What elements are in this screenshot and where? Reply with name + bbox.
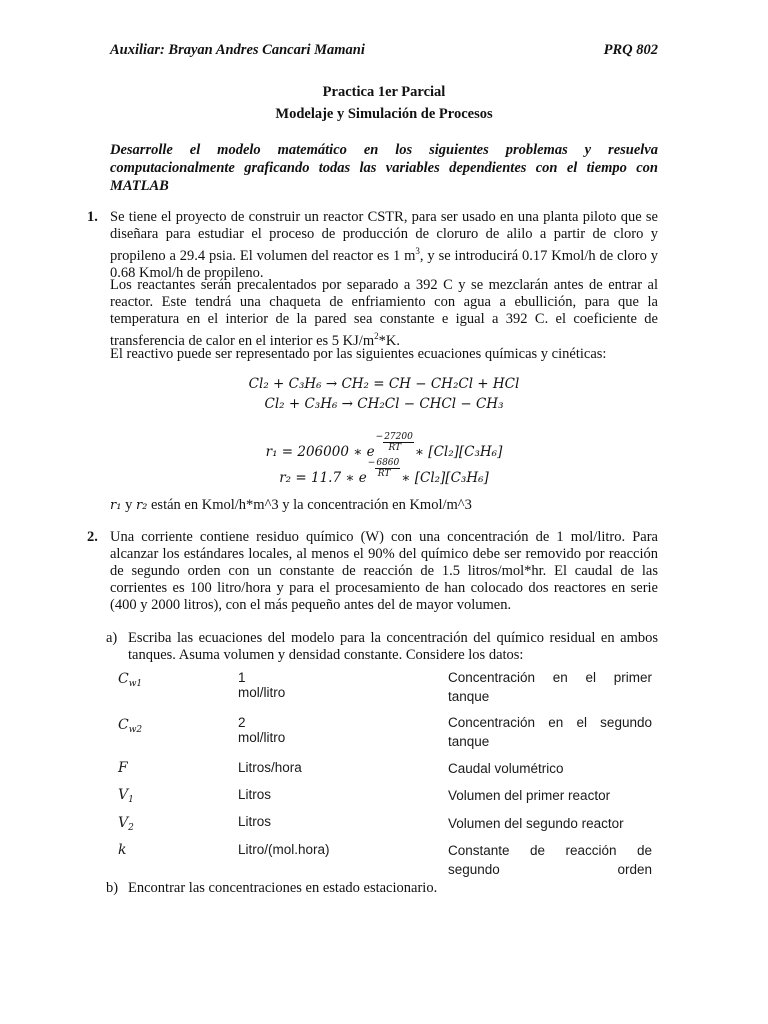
p1-superscript: 3	[415, 246, 420, 256]
p1-text-a: Se tiene el proyecto de construir un reactor CSTR, para ser usado en una planta piloto que se diseñara para estudiar el proceso de producción de cloruro de alilo a partir de cloro y propileno a 29.4 psia. El volumen del reactor es 1 m	[110, 209, 658, 264]
symbol-f: F	[118, 760, 128, 776]
instructions: Desarrolle el modelo matemático en los siguientes problemas y resuelva computacionalmente graficando todas las variables dependientes con el tiempo con MATLAB	[110, 142, 658, 194]
rate-2-rhs: ∗ [Cl₂][C₃H₆]	[401, 470, 489, 486]
symbol-cw2: $C_{w2}$	[118, 717, 143, 735]
symbol-k: k	[118, 842, 127, 858]
units-note-r1: r₁	[110, 498, 122, 513]
symbol-v1: $V_1$	[118, 787, 134, 805]
description-cell: Volumen del segundo reactor	[448, 816, 624, 831]
reaction-equation-1: Cl₂ + C₃H₆ → CH₂ = CH − CH₂Cl + HCl	[248, 376, 520, 392]
description-cell: Concentración en el primer tanque	[448, 670, 652, 704]
rate-2-exp-den: RT	[377, 469, 391, 479]
description-cell: Caudal volumétrico	[448, 761, 564, 776]
item-a-text: Escriba las ecuaciones del modelo para la concentración del químico residual en ambos tanques. Asuma volumen y densidad constante. Considere los datos:	[128, 630, 658, 663]
p1-text-b: , y se introducirá 0.17 Kmol/h de cloro y 0.68 Kmol/h de propileno.	[110, 248, 658, 281]
rate-equation-2	[0, 458, 768, 486]
rate-2-exponent: −6860 RT	[367, 458, 400, 479]
exam-title: Practica 1er Parcial	[322, 84, 446, 100]
value-cell: Litro/(mol.hora)	[238, 842, 330, 857]
item-b-label: b)	[106, 880, 119, 896]
rate-1-rhs: ∗ [Cl₂][C₃H₆]	[414, 444, 503, 460]
p2-superscript: 2	[374, 331, 379, 341]
header-author: Auxiliar: Brayan Andres Cancari Mamani	[110, 42, 365, 58]
problem-1-paragraph-3: El reactivo puede ser representado por las siguientes ecuaciones químicas y cinéticas:	[110, 346, 607, 362]
problem-2-text: Una corriente contiene residuo químico (W) con una concentración de 1 mol/litro. Para alcanzar los estándares locales, al menos el 90% del químico debe ser removido por reacción de segundo orden con un constante de reacción de 1.5 litros/mol*hr. El caudal de las corrientes es 100 litro/hora y para el procesamiento de han colocado dos reactores en serie (400 y 2000 litros), con el más pequeño antes del de mayor volumen.	[110, 529, 658, 613]
value-cell: Litros	[238, 787, 272, 802]
value-cell: Litros/hora	[238, 760, 302, 775]
rate-1-exp-num: 27200	[384, 432, 413, 442]
description-cell: Concentración en el segundo tanque	[448, 715, 652, 749]
item-b-text: Encontrar las concentraciones en estado estacionario.	[128, 880, 438, 896]
units-note	[110, 497, 658, 514]
value-cell: 2 mol/litro	[238, 715, 286, 745]
rate-1-exp-den: RT	[388, 443, 402, 453]
description-cell: Constante de reacción de segundo orden	[448, 843, 652, 877]
problem-2-number: 2.	[87, 529, 98, 545]
rate-2-lhs: r₂ = 11.7 ∗ e	[279, 470, 367, 486]
item-a-label: a)	[106, 630, 118, 646]
rate-1-exponent: −27200 RT	[375, 432, 413, 453]
p2-text-a: Los reactantes serán precalentados por separado a 392 C y se mezclarán antes de entrar al reactor. Este tendrá una chaqueta de enfriamiento con agua a ebullición, para que la temperatura en el interior de la pared sea constante e igual a 392 C. el coeficiente de transferencia de calor en el interior es 5 KJ/m	[110, 277, 658, 349]
header-course-code: PRQ 802	[603, 42, 658, 58]
problem-1-paragraph-2	[110, 277, 658, 350]
description-cell: Volumen del primer reactor	[448, 788, 611, 803]
problem-1-paragraph-1	[110, 209, 658, 282]
units-note-r2: r₂	[135, 498, 148, 513]
rate-1-lhs: r₁ = 206000 ∗ e	[265, 444, 375, 460]
units-note-rest: están en Kmol/h*m^3 y la concentración en Kmol/m^3	[147, 497, 472, 513]
page-header	[110, 42, 658, 59]
rate-equation-1	[0, 432, 768, 460]
rate-2-exp-num: 6860	[376, 458, 400, 468]
problem-1-number: 1.	[87, 209, 98, 225]
reaction-equation-2: Cl₂ + C₃H₆ → CH₂Cl − CHCl − CH₃	[264, 396, 504, 412]
units-note-y: y	[121, 497, 136, 513]
symbol-v2: $V_2$	[118, 815, 134, 833]
value-cell: Litros	[238, 814, 272, 829]
symbol-cw1: $C_{w1}$	[118, 671, 143, 689]
exam-subtitle: Modelaje y Simulación de Procesos	[275, 106, 493, 122]
value-cell: 1 mol/litro	[238, 670, 286, 700]
p2-text-b: *K.	[378, 333, 400, 349]
